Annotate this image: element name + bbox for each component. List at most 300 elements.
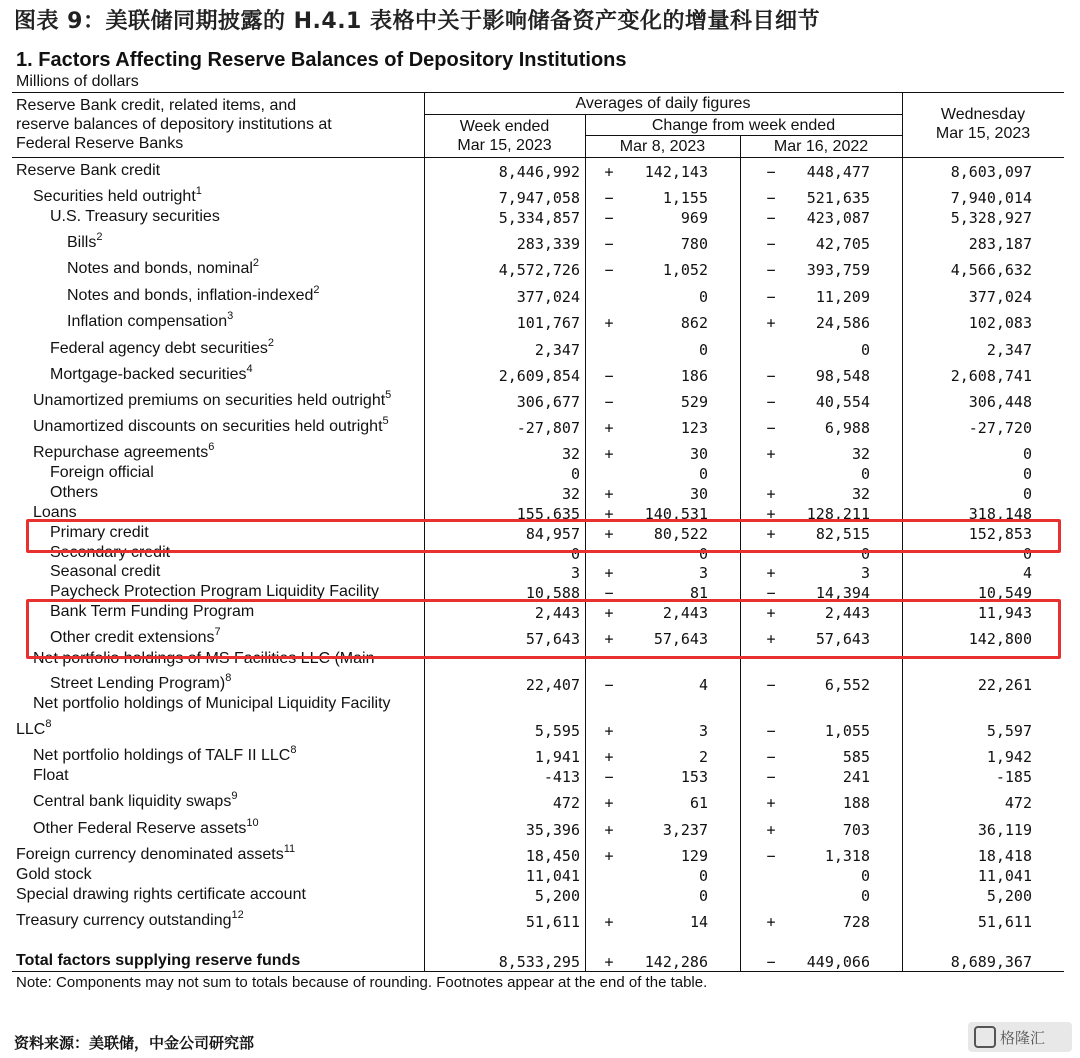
row-label [33, 695, 391, 713]
change2-value: 0 [860, 465, 870, 483]
wednesday-value: 1,942 [986, 748, 1032, 766]
week-avg-value: 84,957 [525, 525, 580, 543]
footnote-marker: 11 [283, 843, 296, 855]
change1-sign: + [604, 847, 614, 865]
change2-sign: − [766, 367, 776, 385]
table-row [12, 257, 1064, 280]
change1-value: 153 [680, 768, 708, 786]
table-row [12, 231, 1064, 254]
change2-sign: − [766, 768, 776, 786]
wednesday-value: 318,148 [968, 505, 1032, 523]
change2-sign: − [766, 419, 776, 437]
change2-value: 2,443 [824, 604, 870, 622]
week-avg-value: 2,347 [534, 341, 580, 359]
change2-value: 32 [851, 485, 870, 503]
wednesday-value: 472 [1004, 794, 1032, 812]
week-avg-value: 10,588 [525, 584, 580, 602]
table-row [12, 415, 1064, 438]
row-label-text: Net portfolio holdings of TALF II LLC [33, 747, 291, 764]
change1-value: 1,052 [662, 261, 708, 279]
change1-value: 780 [680, 235, 708, 253]
change1-sign: + [604, 953, 614, 971]
change1-value: 3,237 [662, 821, 708, 839]
change2-value: 0 [860, 887, 870, 905]
footnote-marker: 6 [208, 441, 215, 453]
table-row [12, 464, 1064, 484]
change1-sign: + [604, 485, 614, 503]
wednesday-value: 51,611 [977, 913, 1032, 931]
wednesday-value: 5,328,927 [950, 209, 1032, 227]
change2-sign: − [766, 953, 776, 971]
change2-sign: − [766, 288, 776, 306]
wednesday-value: 8,689,367 [950, 953, 1032, 971]
footnote-marker: 12 [231, 909, 244, 921]
row-label-text: Unamortized premiums on securities held outright [33, 392, 386, 409]
change1-sign: + [604, 794, 614, 812]
row-label-text: Foreign official [50, 464, 154, 481]
footnote-marker: 5 [385, 389, 392, 401]
change1-value: 80,522 [653, 525, 708, 543]
wednesday-value: 7,940,014 [950, 189, 1032, 207]
row-label [16, 162, 160, 180]
table-row [12, 310, 1064, 333]
week-avg-value: 5,200 [534, 887, 580, 905]
table-row [12, 363, 1064, 386]
wednesday-value: 4,566,632 [950, 261, 1032, 279]
change1-value: 3 [698, 564, 708, 582]
change2-sign: − [766, 584, 776, 602]
change2-value: 1,318 [824, 847, 870, 865]
wednesday-value: 2,347 [986, 341, 1032, 359]
wednesday-value: 8,603,097 [950, 163, 1032, 181]
wednesday-value: 0 [1022, 445, 1032, 463]
change2-value: 728 [842, 913, 870, 931]
row-label-text: Paycheck Protection Program Liquidity Facility [50, 583, 380, 600]
change2-value: 11,209 [815, 288, 870, 306]
change1-sign: − [604, 584, 614, 602]
week-avg-value: 11,041 [525, 867, 580, 885]
change1-sign: − [604, 676, 614, 694]
change1-value: 862 [680, 314, 708, 332]
wednesday-value: 152,853 [968, 525, 1032, 543]
averages-header: Averages of daily figures [575, 95, 751, 112]
row-label-text: Total factors supplying reserve funds [16, 952, 301, 969]
change2-value: 32 [851, 445, 870, 463]
change1-value: 0 [698, 341, 708, 359]
wednesday-header-1: Wednesday [940, 106, 1026, 123]
change1-value: 529 [680, 393, 708, 411]
change1-value: 0 [698, 465, 708, 483]
week-avg-value: 283,339 [516, 235, 580, 253]
row-label [16, 843, 296, 864]
row-label [33, 441, 215, 462]
week-avg-value: 51,611 [525, 913, 580, 931]
row-label [50, 363, 253, 384]
change2-value: 6,552 [824, 676, 870, 694]
row-label-text: Others [50, 484, 99, 501]
change2-sign: − [766, 748, 776, 766]
week-avg-value: 5,334,857 [498, 209, 580, 227]
row-label [33, 767, 69, 785]
row-label [50, 563, 160, 581]
change1-value: 30 [689, 445, 708, 463]
wednesday-value: 10,549 [977, 584, 1032, 602]
change2-sign: − [766, 189, 776, 207]
change1-sign: + [604, 821, 614, 839]
change2-value: 449,066 [806, 953, 870, 971]
row-label [16, 952, 300, 970]
change-col2-header: Mar 16, 2022 [773, 138, 869, 155]
week-avg-value: -413 [543, 768, 580, 786]
week-avg-value: 32 [561, 485, 580, 503]
row-label-text: Bank Term Funding Program [50, 603, 255, 620]
change1-value: 3 [698, 722, 708, 740]
change2-value: 42,705 [815, 235, 870, 253]
footnote-marker: 2 [96, 231, 103, 243]
change1-sign: − [604, 367, 614, 385]
table-row [12, 718, 1064, 741]
footnote-marker: 2 [267, 337, 275, 349]
change1-value: 186 [680, 367, 708, 385]
wednesday-value: 102,083 [968, 314, 1032, 332]
wednesday-value: -27,720 [968, 419, 1032, 437]
footnote-marker: 3 [227, 310, 234, 322]
row-label [50, 208, 220, 226]
watermark-icon [974, 1026, 996, 1048]
watermark-text: 格隆汇 [1000, 1029, 1046, 1047]
units-label: Millions of dollars [16, 73, 139, 90]
change2-value: 57,643 [815, 630, 870, 648]
table-row [12, 185, 1064, 208]
wednesday-value: 36,119 [977, 821, 1032, 839]
week-avg-value: 101,767 [516, 314, 580, 332]
week-avg-value: 35,396 [525, 821, 580, 839]
wednesday-value: 0 [1022, 485, 1032, 503]
change2-sign: − [766, 722, 776, 740]
change2-value: 82,515 [815, 525, 870, 543]
wednesday-value: 11,943 [977, 604, 1032, 622]
change2-value: 521,635 [806, 189, 870, 207]
row-label [50, 464, 154, 482]
wednesday-header-2: Mar 15, 2023 [935, 125, 1031, 142]
change2-value: 40,554 [815, 393, 870, 411]
row-label [50, 484, 98, 502]
change1-sign: − [604, 768, 614, 786]
footnote-marker: 2 [313, 284, 320, 296]
change1-sign: + [604, 445, 614, 463]
footnote-marker: 10 [246, 817, 259, 829]
row-label-text: Repurchase agreements [33, 444, 209, 461]
week-avg-value: 472 [552, 794, 580, 812]
change2-value: 1,055 [824, 722, 870, 740]
row-header-line-2: reserve balances of depository institutions at [16, 116, 332, 133]
change2-value: 0 [860, 341, 870, 359]
row-label-text: Seasonal credit [50, 563, 161, 580]
change1-value: 61 [689, 794, 708, 812]
week-avg-value: 3 [570, 564, 580, 582]
table-row [12, 767, 1064, 787]
row-label-text: Net portfolio holdings of Municipal Liquidity Facility [33, 695, 391, 712]
row-header-line-1: Reserve Bank credit, related items, and [16, 97, 297, 114]
change2-value: 3 [860, 564, 870, 582]
row-label-text: Primary credit [50, 524, 149, 541]
row-label [33, 185, 202, 206]
change2-value: 24,586 [815, 314, 870, 332]
change2-value: 703 [842, 821, 870, 839]
table-row [12, 284, 1064, 307]
row-label-text: Central bank liquidity swaps [33, 793, 232, 810]
row-label-text: Notes and bonds, nominal [67, 260, 253, 277]
week-avg-value: 306,677 [516, 393, 580, 411]
week-avg-value: 0 [570, 465, 580, 483]
change1-value: 142,286 [644, 953, 708, 971]
footnote-marker: 9 [231, 790, 238, 802]
change2-value: 188 [842, 794, 870, 812]
change2-sign: + [766, 505, 776, 523]
change1-sign: − [604, 235, 614, 253]
row-label [33, 415, 389, 436]
row-label [16, 866, 92, 884]
row-label [67, 231, 103, 252]
wednesday-value: 306,448 [968, 393, 1032, 411]
row-label-text: Reserve Bank credit [16, 162, 161, 179]
row-label-text: Securities held outright [33, 188, 196, 205]
change2-sign: − [766, 235, 776, 253]
row-label-text: Inflation compensation [67, 313, 228, 330]
change1-sign: + [604, 564, 614, 582]
change1-sign: + [604, 722, 614, 740]
change2-value: 423,087 [806, 209, 870, 227]
row-label-text: Foreign currency denominated assets [16, 846, 284, 863]
week-ended-header-2: Mar 15, 2023 [457, 137, 552, 154]
table-row [12, 843, 1064, 866]
change1-value: 129 [680, 847, 708, 865]
table-row [12, 441, 1064, 464]
table-row [12, 886, 1064, 906]
table-row [12, 744, 1064, 767]
change1-value: 2,443 [662, 604, 708, 622]
row-label-text: U.S. Treasury securities [50, 208, 220, 225]
table-row [12, 817, 1064, 840]
change-col1-header: Mar 8, 2023 [619, 138, 706, 155]
footnote-marker: 7 [214, 626, 221, 638]
footnote-marker: 8 [290, 744, 297, 756]
change2-sign: + [766, 630, 776, 648]
week-avg-value: 8,533,295 [498, 953, 580, 971]
week-avg-value: 4,572,726 [498, 261, 580, 279]
change1-value: 0 [698, 288, 708, 306]
week-avg-value: 155,635 [516, 505, 580, 523]
week-avg-value: 2,609,854 [498, 367, 580, 385]
change1-sign: + [604, 748, 614, 766]
week-avg-value: -27,807 [516, 419, 580, 437]
change2-sign: − [766, 209, 776, 227]
row-label-text: Federal agency debt securities [50, 340, 268, 357]
change2-value: 14,394 [815, 584, 870, 602]
change2-sign: − [766, 393, 776, 411]
footnote-marker: 1 [195, 185, 202, 197]
change2-sign: − [766, 676, 776, 694]
row-label-text: Bills [67, 234, 97, 251]
change1-sign: − [604, 393, 614, 411]
change2-value: 0 [860, 867, 870, 885]
table-row [12, 208, 1064, 228]
change1-value: 0 [698, 867, 708, 885]
change2-sign: + [766, 794, 776, 812]
week-avg-value: 5,595 [534, 722, 580, 740]
change2-sign: + [766, 445, 776, 463]
row-label-text: LLC [16, 721, 46, 738]
row-label-text: Street Lending Program) [50, 675, 226, 692]
change1-sign: + [604, 419, 614, 437]
wednesday-value: 283,187 [968, 235, 1032, 253]
week-avg-value: 8,446,992 [498, 163, 580, 181]
table-row [12, 672, 1064, 695]
row-label-text: Mortgage-backed securities [50, 366, 247, 383]
week-avg-value: 2,443 [534, 604, 580, 622]
change1-sign: − [604, 209, 614, 227]
change2-value: 241 [842, 768, 870, 786]
wednesday-value: 2,608,741 [950, 367, 1032, 385]
table-note: Note: Components may not sum to totals because of rounding. Footnotes appear at the end of the table. [16, 974, 708, 991]
wednesday-value: 22,261 [977, 676, 1032, 694]
row-header-line-3: Federal Reserve Banks [16, 135, 184, 152]
wednesday-value: -185 [995, 768, 1032, 786]
change1-value: 140,531 [644, 505, 708, 523]
change1-sign: + [604, 913, 614, 931]
change2-value: 585 [842, 748, 870, 766]
row-label-text: Net portfolio holdings of MS Facilities LLC (Main [33, 650, 375, 667]
row-label [67, 284, 320, 305]
footnote-marker: 5 [382, 415, 389, 427]
table-title: 1. Factors Affecting Reserve Balances of Depository Institutions [16, 49, 627, 71]
change1-sign: − [604, 189, 614, 207]
week-ended-header-1: Week ended [459, 118, 550, 135]
row-label [67, 257, 260, 278]
change1-value: 4 [698, 676, 708, 694]
change2-sign: − [766, 847, 776, 865]
row-label-text: Secondary credit [50, 544, 171, 561]
change1-sign: + [604, 604, 614, 622]
row-label [16, 909, 244, 930]
change1-value: 0 [698, 545, 708, 563]
change2-sign: + [766, 564, 776, 582]
source-note: 资料来源：美联储，中金公司研究部 [14, 1034, 255, 1052]
week-avg-value: 0 [570, 545, 580, 563]
week-avg-value: 32 [561, 445, 580, 463]
table-row [12, 952, 1064, 972]
row-label-text: Gold stock [16, 866, 92, 883]
change1-sign: + [604, 505, 614, 523]
change2-sign: + [766, 525, 776, 543]
week-avg-value: 22,407 [525, 676, 580, 694]
week-avg-value: 57,643 [525, 630, 580, 648]
row-label-text: Notes and bonds, inflation-indexed [67, 287, 314, 304]
change1-value: 969 [680, 209, 708, 227]
table-row [12, 695, 1064, 715]
row-label-text: Loans [33, 504, 77, 521]
change2-value: 98,548 [815, 367, 870, 385]
table-row [12, 337, 1064, 360]
row-label-text: Float [33, 767, 69, 784]
change1-value: 0 [698, 887, 708, 905]
row-label-text: Other credit extensions [50, 629, 215, 646]
change1-sign: + [604, 525, 614, 543]
change2-sign: − [766, 261, 776, 279]
change1-value: 30 [689, 485, 708, 503]
table-row [12, 563, 1064, 583]
change2-value: 0 [860, 545, 870, 563]
change1-value: 14 [689, 913, 708, 931]
highlight-primary-credit [26, 519, 1061, 553]
change2-sign: + [766, 485, 776, 503]
change-from-header: Change from week ended [651, 117, 836, 134]
change2-sign: − [766, 163, 776, 181]
wednesday-value: 142,800 [968, 630, 1032, 648]
footnote-marker: 2 [252, 257, 260, 269]
change1-value: 81 [689, 584, 708, 602]
row-label [16, 886, 306, 904]
wednesday-value: 11,041 [977, 867, 1032, 885]
change1-sign: + [604, 163, 614, 181]
wednesday-value: 0 [1022, 465, 1032, 483]
change2-value: 393,759 [806, 261, 870, 279]
week-avg-value: 7,947,058 [498, 189, 580, 207]
table-row [12, 162, 1064, 182]
week-avg-value: 377,024 [516, 288, 580, 306]
row-label [33, 817, 259, 838]
change1-value: 123 [680, 419, 708, 437]
week-avg-value: 1,941 [534, 748, 580, 766]
footnote-marker: 4 [246, 363, 253, 375]
table-row [12, 866, 1064, 886]
change1-sign: + [604, 630, 614, 648]
change2-sign: + [766, 314, 776, 332]
row-label [33, 790, 238, 811]
watermark-logo [968, 1022, 1072, 1052]
wednesday-value: 0 [1022, 545, 1032, 563]
change2-sign: + [766, 604, 776, 622]
row-label [50, 337, 275, 358]
change1-sign: − [604, 261, 614, 279]
table-row [12, 484, 1064, 504]
highlight-btfp-other-credit [26, 599, 1061, 659]
week-avg-value: 18,450 [525, 847, 580, 865]
change1-value: 142,143 [644, 163, 708, 181]
wednesday-value: 4 [1022, 564, 1032, 582]
row-label-text: Unamortized discounts on securities held outright [33, 418, 383, 435]
table-body [12, 0, 1064, 975]
change2-sign: + [766, 821, 776, 839]
table-row [12, 790, 1064, 813]
wednesday-value: 5,597 [986, 722, 1032, 740]
change2-value: 6,988 [824, 419, 870, 437]
row-label [33, 389, 392, 410]
change2-sign: + [766, 913, 776, 931]
row-label-text: Other Federal Reserve assets [33, 820, 247, 837]
row-label [33, 744, 297, 765]
footnote-marker: 8 [225, 672, 232, 684]
figure-title: 图表 9：美联储同期披露的 H.4.1 表格中关于影响储备资产变化的增量科目细节 [14, 9, 821, 34]
change1-sign: + [604, 314, 614, 332]
wednesday-value: 5,200 [986, 887, 1032, 905]
change2-value: 128,211 [806, 505, 870, 523]
row-label [16, 718, 52, 739]
row-label-text: Special drawing rights certificate account [16, 886, 306, 903]
change1-value: 2 [698, 748, 708, 766]
footnote-marker: 8 [45, 718, 52, 730]
wednesday-value: 18,418 [977, 847, 1032, 865]
